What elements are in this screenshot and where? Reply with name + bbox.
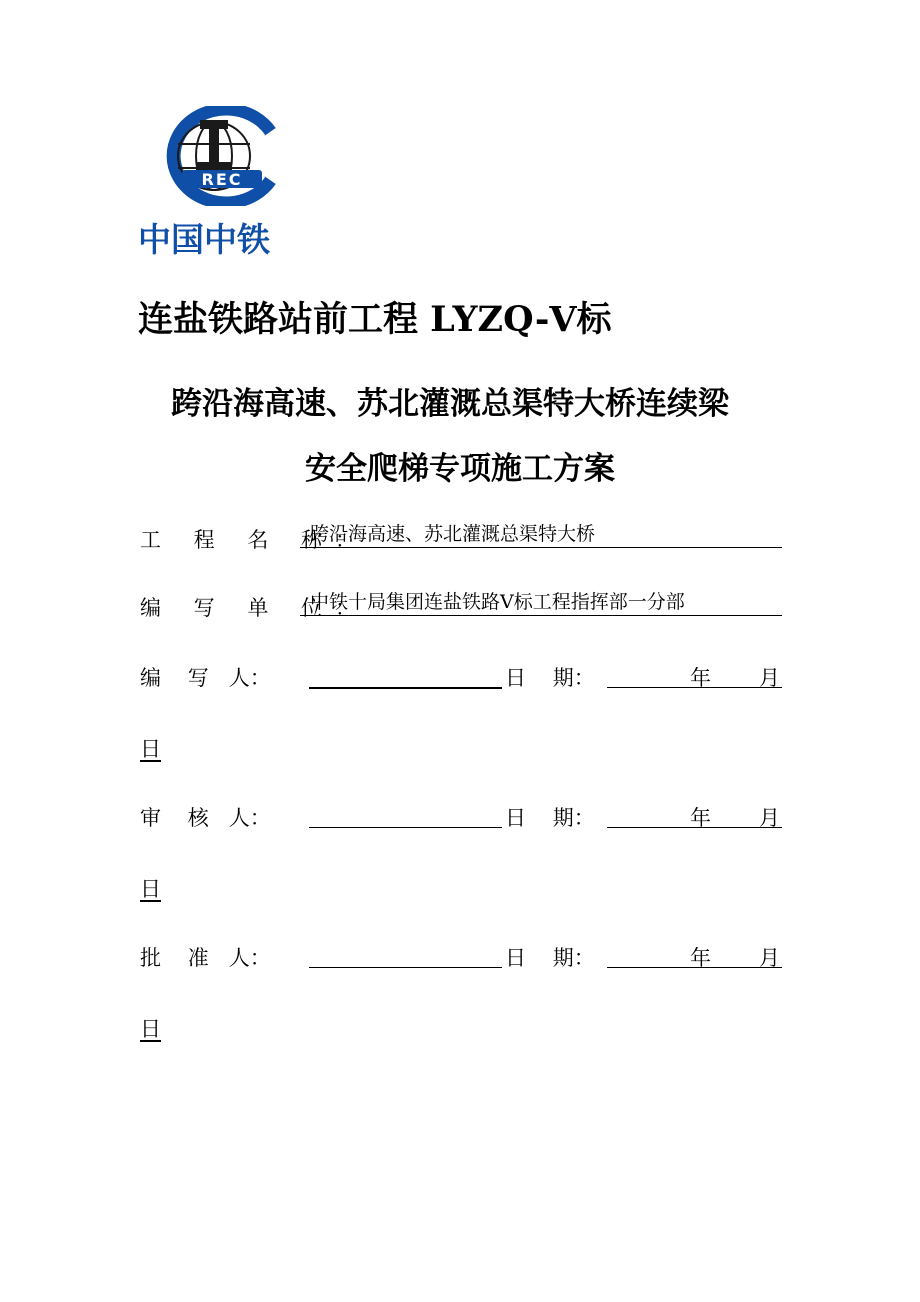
project-name-value: 跨沿海高速、苏北灌溉总渠特大桥 [300,522,782,548]
project-name-label: 工 程 名 称： [140,528,370,552]
svg-text:REC: REC [201,170,243,189]
approver-date-label: 日 期： [505,946,595,970]
document-subtitle-line1: 跨沿海高速、苏北灌溉总渠特大桥连续梁 [171,386,729,422]
approver-label: 批 准 人： [140,946,271,970]
approver-month-label: 月 [759,946,780,970]
document-title: 连盐铁路站前工程 LYZQ-Ⅴ标 [138,299,612,340]
author-date-label: 日 期： [505,666,595,690]
compiling-unit-value: 中铁十局集团连盐铁路Ⅴ标工程指挥部一分部 [300,590,782,616]
approver-day-label: 日 [140,1017,161,1041]
reviewer-date-label: 日 期： [505,806,595,830]
reviewer-signature-field[interactable] [309,803,502,828]
reviewer-label: 审 核 人： [140,806,271,830]
crec-emblem-icon [152,106,284,206]
author-day-label: 日 [140,737,161,761]
company-logo [138,106,308,259]
reviewer-day-label: 日 [140,877,161,901]
approver-year-label: 年 [690,946,711,970]
author-year-label: 年 [690,666,711,690]
author-month-label: 月 [759,666,780,690]
reviewer-year-label: 年 [690,806,711,830]
document-subtitle-line2: 安全爬梯专项施工方案 [305,451,615,487]
author-signature-field[interactable] [309,663,502,689]
reviewer-month-label: 月 [759,806,780,830]
company-name: 中国中铁 [138,220,270,259]
compiling-unit-label: 编 写 单 位： [140,596,370,620]
author-label: 编 写 人： [140,666,271,690]
approver-signature-field[interactable] [309,943,502,968]
